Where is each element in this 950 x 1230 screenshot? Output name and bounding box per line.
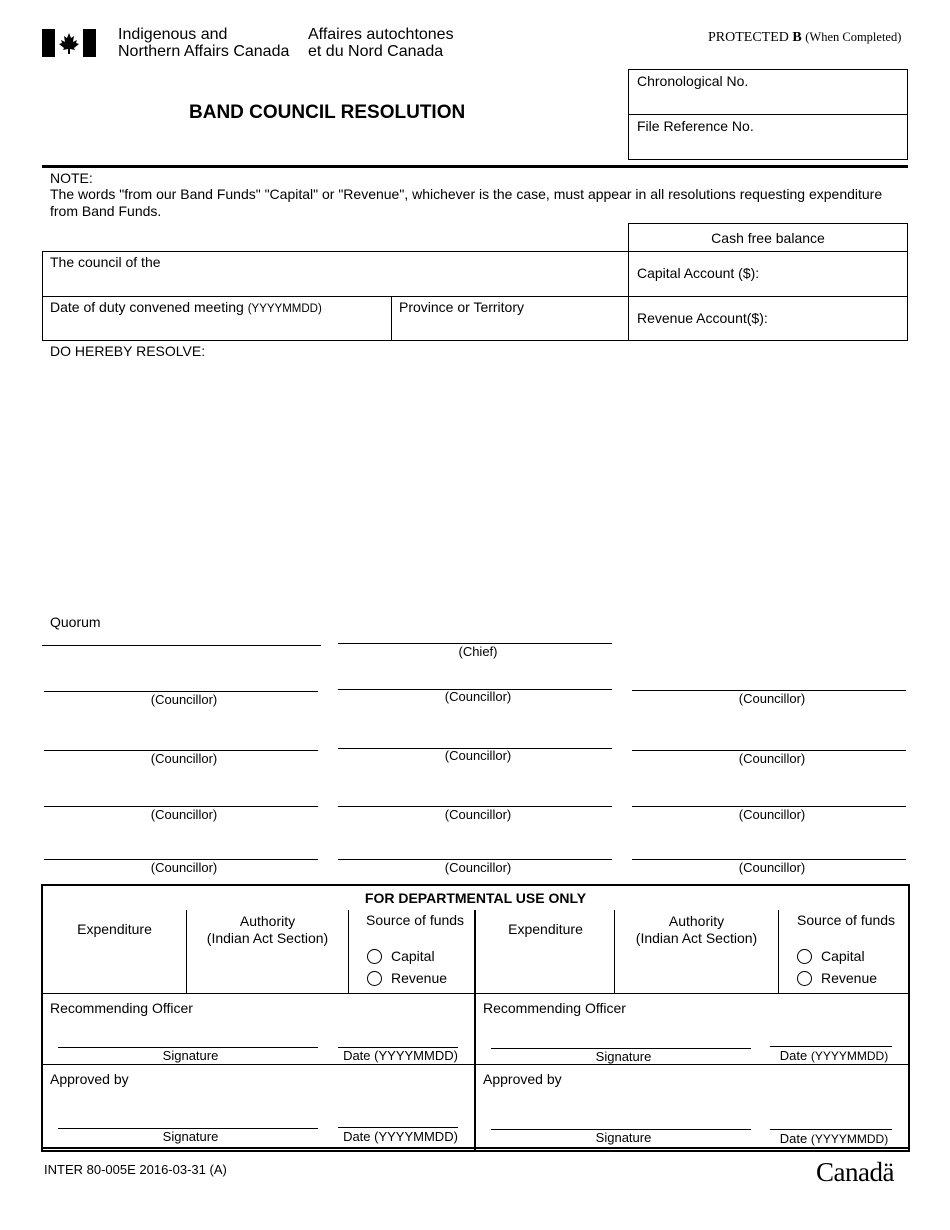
- file-reference-label: File Reference No.: [637, 118, 754, 134]
- resolution-text-area[interactable]: [42, 362, 908, 607]
- row-divider: [43, 993, 908, 994]
- date-caption: [338, 1048, 463, 1063]
- approved-date-line-right[interactable]: [770, 1129, 892, 1130]
- expenditure-field-right[interactable]: Expenditure: [508, 921, 583, 937]
- date-caption: Date (YYYYMMDD): [343, 1129, 458, 1144]
- radio-circle-icon: [367, 949, 382, 964]
- revenue-account-field[interactable]: [628, 296, 908, 341]
- department-name-french-line2: et du Nord Canada: [308, 43, 444, 60]
- chronological-number-field[interactable]: [628, 69, 908, 115]
- row-divider: [43, 1064, 908, 1065]
- department-name-english-line2: Northern Affairs Canada: [118, 43, 290, 60]
- revenue-option-label: Revenue: [821, 970, 878, 986]
- cash-free-balance-header: [628, 223, 908, 252]
- authority-field-left[interactable]: [187, 913, 348, 947]
- capital-option-label: Capital: [821, 948, 865, 964]
- authority-field-right[interactable]: [615, 913, 778, 947]
- councillor-caption: (Councillor): [150, 751, 218, 766]
- date-format: (YYYYMMDD): [374, 1048, 458, 1063]
- revenue-radio-right[interactable]: [797, 970, 877, 986]
- meeting-date-format: (YYYYMMDD): [247, 303, 322, 315]
- authority-label: Authority: [668, 913, 725, 929]
- authority-label: Authority: [239, 913, 296, 929]
- date-format: (YYYYMMDD): [810, 1049, 889, 1063]
- quorum-label: Quorum: [50, 614, 101, 630]
- signature-caption: Signature: [162, 1048, 219, 1063]
- recommending-officer-label: Recommending Officer: [50, 1000, 193, 1016]
- date-caption: [770, 1131, 898, 1146]
- revenue-option-label: Revenue: [391, 970, 448, 986]
- column-divider: [778, 910, 779, 994]
- revenue-radio-left[interactable]: [367, 970, 447, 986]
- capital-account-field[interactable]: [628, 251, 908, 297]
- departmental-heading: FOR DEPARTMENTAL USE ONLY: [364, 890, 587, 906]
- chief-caption: (Chief): [458, 644, 498, 659]
- authority-section-label: (Indian Act Section): [635, 930, 758, 946]
- form-number: INTER 80-005E 2016-03-31 (A): [44, 1162, 227, 1177]
- signature-caption: Signature: [595, 1049, 652, 1064]
- date-label: Date: [779, 1048, 808, 1063]
- protected-note: (When Completed): [805, 30, 902, 44]
- column-divider: [348, 910, 349, 994]
- radio-circle-icon: [367, 971, 382, 986]
- file-reference-field[interactable]: [628, 114, 908, 160]
- protected-label: PROTECTED: [708, 30, 789, 45]
- approved-date-line-left[interactable]: [338, 1127, 458, 1128]
- approved-by-label: Approved by: [50, 1071, 129, 1087]
- note-heading: NOTE:: [50, 170, 93, 186]
- revenue-account-label: Revenue Account($):: [637, 310, 768, 326]
- councillor-caption: (Councillor): [444, 748, 512, 763]
- note-text: The words "from our Band Funds" "Capital" or "Revenue", whichever is the case, must appear in all resolutions requesting expenditure from Band Funds.: [50, 186, 883, 219]
- department-name-french-line1: Affaires autochtones: [308, 26, 454, 43]
- councillor-caption: (Councillor): [738, 807, 806, 822]
- resolve-label: DO HEREBY RESOLVE:: [50, 343, 206, 359]
- meeting-date-label: [50, 299, 322, 315]
- canada-wordmark: Canadä: [816, 1157, 894, 1187]
- councillor-caption: (Councillor): [738, 691, 806, 706]
- councillor-caption: (Councillor): [444, 807, 512, 822]
- departmental-center-divider: [474, 910, 476, 1150]
- source-of-funds-label: Source of funds: [366, 912, 465, 928]
- protected-level: B: [792, 30, 802, 45]
- councillor-caption: (Councillor): [738, 751, 806, 766]
- council-name-field[interactable]: [42, 251, 629, 297]
- meeting-date-text: Date of duty convened meeting: [50, 299, 244, 315]
- department-name-french: [308, 26, 454, 60]
- authority-section-label: (Indian Act Section): [206, 930, 329, 946]
- date-label: Date: [343, 1048, 371, 1063]
- councillor-caption: (Councillor): [738, 860, 806, 875]
- capital-option-label: Capital: [391, 948, 435, 964]
- councillor-caption: (Councillor): [150, 860, 218, 875]
- canada-flag-icon: [42, 29, 96, 57]
- date-label: Date: [779, 1131, 808, 1146]
- councillor-caption: (Councillor): [444, 860, 512, 875]
- recommending-date-line-right[interactable]: [770, 1046, 892, 1047]
- department-name-english: [118, 26, 289, 60]
- meeting-date-field[interactable]: [42, 296, 392, 341]
- province-territory-label: Province or Territory: [399, 299, 525, 315]
- recommending-officer-label: Recommending Officer: [483, 1000, 626, 1016]
- signature-caption: Signature: [162, 1129, 219, 1144]
- province-territory-field[interactable]: [391, 296, 629, 341]
- expenditure-field-left[interactable]: Expenditure: [77, 921, 152, 937]
- protected-marking: [708, 30, 901, 46]
- department-name-english-line1: Indigenous and: [118, 26, 228, 43]
- cash-free-balance-label: Cash free balance: [711, 230, 825, 246]
- date-format: (YYYYMMDD): [810, 1132, 889, 1146]
- councillor-caption: (Councillor): [150, 692, 218, 707]
- signature-caption: Signature: [595, 1130, 652, 1145]
- approved-by-label: Approved by: [483, 1071, 562, 1087]
- quorum-line[interactable]: [42, 645, 321, 646]
- council-name-label: The council of the: [50, 254, 161, 270]
- form-title: BAND COUNCIL RESOLUTION: [189, 102, 466, 123]
- radio-circle-icon: [797, 949, 812, 964]
- source-of-funds-label: Source of funds: [797, 912, 896, 928]
- header-divider: [42, 165, 908, 168]
- radio-circle-icon: [797, 971, 812, 986]
- councillor-caption: (Councillor): [444, 689, 512, 704]
- capital-account-label: Capital Account ($):: [637, 265, 760, 281]
- date-caption: [770, 1048, 898, 1063]
- capital-radio-right[interactable]: [797, 948, 865, 964]
- councillor-caption: (Councillor): [150, 807, 218, 822]
- capital-radio-left[interactable]: [367, 948, 435, 964]
- chronological-number-label: Chronological No.: [637, 73, 749, 89]
